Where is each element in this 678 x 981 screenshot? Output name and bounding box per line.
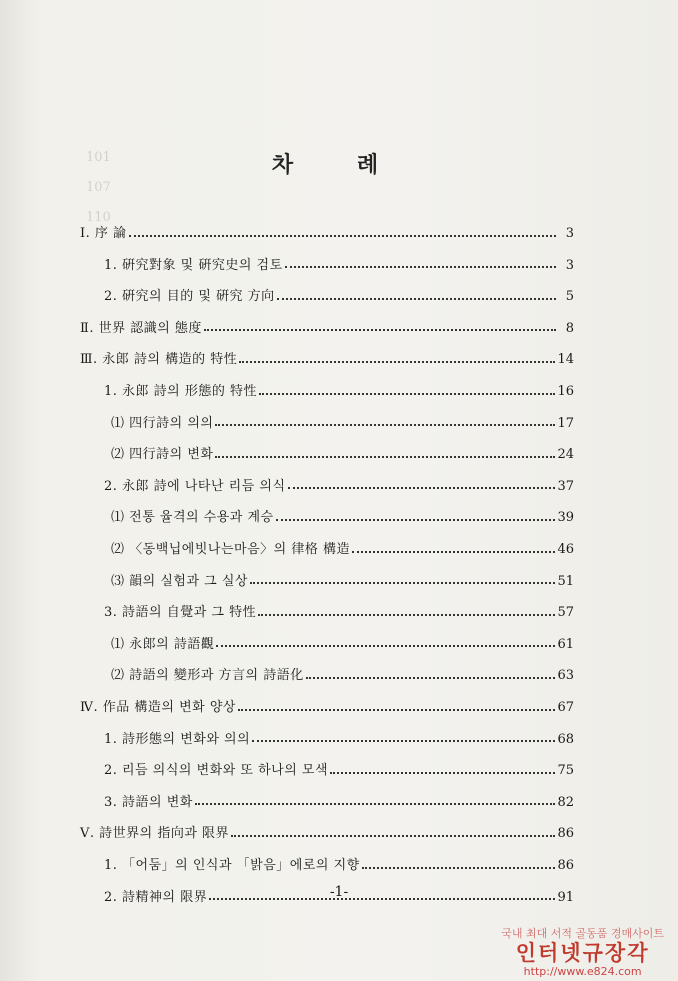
toc-entry-page: 3 xyxy=(565,257,574,273)
leader-dots xyxy=(129,226,556,237)
toc-entry-page: 57 xyxy=(557,605,574,621)
toc-entry-page: 91 xyxy=(557,889,574,905)
toc-entry-label: Ⅱ. 世界 認識의 態度 xyxy=(80,320,202,336)
watermark-stamp xyxy=(501,925,664,978)
toc-entry xyxy=(111,664,574,686)
page-number-footer: -1- xyxy=(329,884,349,900)
toc-entry-label: ⑶ 韻의 실험과 그 실상 xyxy=(111,573,248,589)
leader-dots xyxy=(250,573,556,584)
leader-dots xyxy=(288,478,556,489)
toc-entry-page: 75 xyxy=(557,763,574,779)
leader-dots xyxy=(352,542,555,553)
toc-entry xyxy=(80,222,574,244)
leader-dots xyxy=(216,636,555,647)
leader-dots xyxy=(277,289,556,300)
toc-entry-label: 2. 詩精神의 限界 xyxy=(104,889,208,905)
leader-dots xyxy=(258,605,555,616)
toc-entry-label: 3. 詩語의 自覺과 그 特性 xyxy=(104,605,257,621)
toc-entry-page: 16 xyxy=(557,384,574,399)
toc-entry-page: 8 xyxy=(565,320,574,336)
toc-entry-page: 68 xyxy=(557,731,574,747)
toc-entry-label: Ⅴ. 詩世界의 指向과 限界 xyxy=(80,826,230,842)
toc-entry xyxy=(111,412,574,434)
leader-dots xyxy=(231,826,555,837)
leader-dots xyxy=(239,352,555,363)
toc-entry-label: Ⅰ. 序 論 xyxy=(80,226,127,241)
leader-dots xyxy=(306,668,556,679)
toc-entry-label: 2. 硏究의 目的 및 硏究 方向 xyxy=(104,289,275,305)
toc-entry xyxy=(80,317,574,339)
toc-entry-label: ⑴ 永郎의 詩語觀 xyxy=(111,636,215,652)
toc-entry-page: 86 xyxy=(557,858,574,873)
leader-dots xyxy=(252,731,555,742)
toc-entry-label: 1. 「어둠」의 인식과 「밝음」에로의 지향 xyxy=(104,858,360,873)
toc-entry-label: 1. 詩形態의 변화와 의의 xyxy=(104,731,251,747)
toc-entry xyxy=(104,601,574,623)
toc-entry-page: 14 xyxy=(557,352,574,368)
toc-entry-page: 67 xyxy=(557,700,574,715)
watermark-url: http://www.e824.com xyxy=(523,965,642,978)
toc-entry xyxy=(80,696,574,718)
toc-entry-page: 61 xyxy=(557,636,574,652)
leader-dots xyxy=(285,257,556,268)
toc-entry xyxy=(104,254,574,276)
bleed-through-text: 107 xyxy=(86,180,111,195)
bleed-through-text: 101 xyxy=(86,150,111,165)
toc-entry xyxy=(111,506,574,528)
toc-entry xyxy=(104,759,574,781)
leader-dots xyxy=(259,384,555,395)
toc-entry xyxy=(104,380,574,402)
toc-entry-label: 2. 리듬 의식의 변화와 또 하나의 모색 xyxy=(104,763,329,779)
toc-entry xyxy=(104,854,574,876)
leader-dots xyxy=(330,763,555,774)
toc-entry xyxy=(111,570,574,592)
toc-entry-page: 63 xyxy=(557,668,574,684)
toc-title: 차 례 xyxy=(271,152,407,178)
toc-entry xyxy=(104,285,574,307)
toc-entry xyxy=(104,791,574,813)
watermark-brand: 인터넷규장각 xyxy=(515,941,650,965)
toc-entry xyxy=(104,475,574,497)
leader-dots xyxy=(195,794,556,805)
toc-entry-page: 37 xyxy=(557,478,574,494)
toc-entry-label: Ⅲ. 永郎 詩의 構造的 特性 xyxy=(80,352,238,368)
toc-entry-page: 51 xyxy=(557,573,574,589)
toc-entry-label: ⑵ 〈동백닙에빗나는마음〉의 律格 構造 xyxy=(111,542,350,557)
bleed-through-text: 110 xyxy=(86,210,111,225)
toc-entry xyxy=(111,443,574,465)
toc-entry xyxy=(80,822,574,844)
toc-entry-label: 1. 永郎 詩의 形態的 特性 xyxy=(104,384,257,399)
toc-entry-label: ⑵ 詩語의 變形과 方言의 詩語化 xyxy=(111,668,304,684)
toc-entry-page: 17 xyxy=(557,415,574,431)
leader-dots xyxy=(276,510,556,521)
toc-entry-page: 3 xyxy=(565,226,574,241)
toc-entry-page: 5 xyxy=(565,289,574,305)
toc-entry-page: 46 xyxy=(557,542,574,557)
toc-entry xyxy=(80,348,574,370)
toc-entry-page: 82 xyxy=(557,794,574,810)
toc-entry-page: 86 xyxy=(557,826,574,842)
leader-dots xyxy=(238,700,556,711)
toc-entry-label: ⑴ 전통 율격의 수용과 계승 xyxy=(111,510,274,526)
leader-dots xyxy=(362,858,556,869)
toc-entry xyxy=(111,633,574,655)
leader-dots xyxy=(215,415,555,426)
toc-entry-label: 2. 永郎 詩에 나타난 리듬 의식 xyxy=(104,478,286,494)
toc-entry-page: 39 xyxy=(557,510,574,526)
toc-entry xyxy=(104,728,574,750)
toc-entry-label: Ⅳ. 作品 構造의 변화 양상 xyxy=(80,700,236,715)
toc-entry-label: 1. 硏究對象 및 硏究史의 검토 xyxy=(104,257,283,273)
leader-dots xyxy=(204,320,556,331)
watermark-tagline: 국내 최대 서적 골동품 경매사이트 xyxy=(501,927,664,940)
toc-entry-label: ⑵ 四行詩의 변화 xyxy=(111,447,214,463)
leader-dots xyxy=(215,447,555,458)
toc-entry-page: 24 xyxy=(557,447,574,463)
toc-entry-label: 3. 詩語의 변화 xyxy=(104,794,193,810)
toc-entry-label: ⑴ 四行詩의 의의 xyxy=(111,415,214,431)
toc-entry xyxy=(111,538,574,560)
